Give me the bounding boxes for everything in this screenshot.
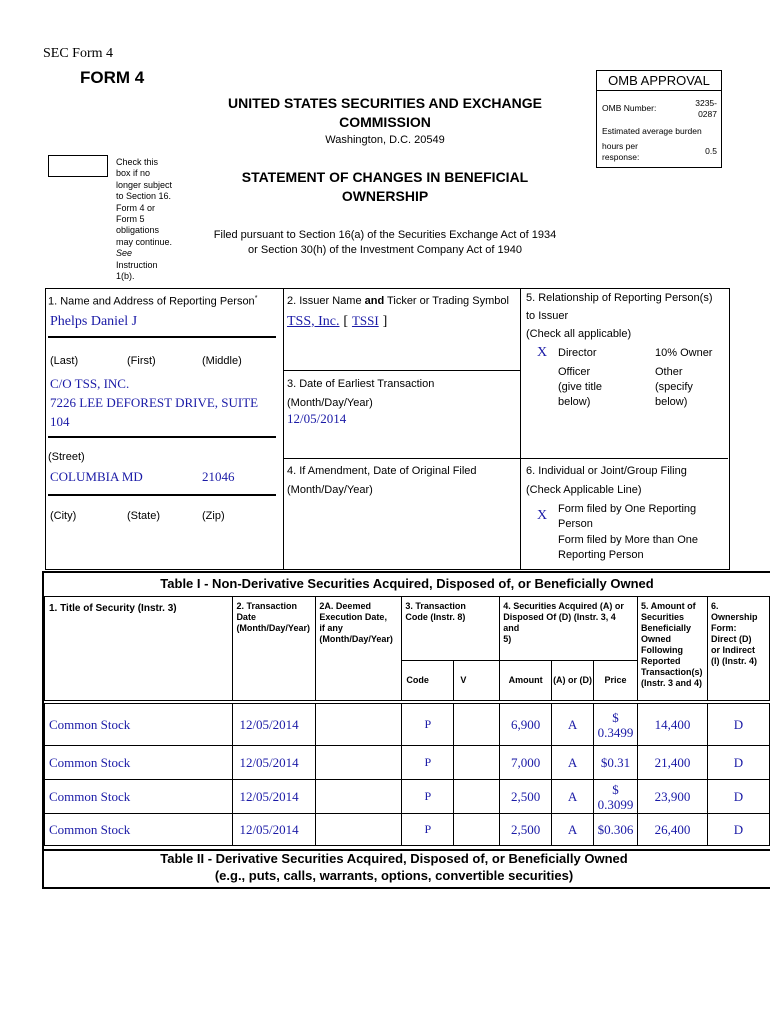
- col-date-header: 2. Transaction Date (Month/Day/Year): [233, 597, 316, 701]
- sub-ad: (A) or (D): [552, 661, 594, 701]
- sub-code: Code: [402, 661, 454, 701]
- more-person-label: Form filed by More than One Reporting Person: [558, 534, 699, 561]
- box1-label: 1. Name and Address of Reporting Person*: [48, 295, 258, 308]
- issuer-ticker: TSS, Inc. [ TSSI ]: [287, 313, 388, 329]
- reporting-person-name[interactable]: Phelps Daniel J: [50, 314, 138, 329]
- checkbox-note: Check this box if no longer subject to Section 16. Form 4 or Form 5 obligations may continue. See Instruction 1(b).: [116, 157, 173, 282]
- box5-check-all: (Check all applicable): [526, 328, 632, 340]
- filed-pursuant: Filed pursuant to Section 16(a) of the Securities Exchange Act of 1934 or Section 30(h) of the Investment Company Act of 1940: [213, 229, 557, 256]
- sec-form-label: SEC Form 4: [43, 46, 114, 61]
- omb-title: OMB APPROVAL: [597, 71, 721, 91]
- box5-label-2: to Issuer: [526, 310, 569, 322]
- box3-label: 3. Date of Earliest Transaction: [287, 378, 435, 390]
- table-row: Common Stock 12/05/2014 P 6,900 A $ 0.3499 14,400 D: [45, 704, 770, 746]
- box4-label: 4. If Amendment, Date of Original Filed: [287, 465, 477, 477]
- sub-v: V: [454, 661, 500, 701]
- box6-sub: (Check Applicable Line): [526, 484, 642, 496]
- box6-label: 6. Individual or Joint/Group Filing: [526, 465, 687, 477]
- table2-title: Table II - Derivative Securities Acquired, Disposed of, or Beneficially Owned (e.g., puts, calls, warrants, options, convertible securities): [160, 851, 628, 883]
- other-label: Other (specify below): [655, 366, 693, 408]
- table-row: Common Stock 12/05/2014 P 2,500 A $0.306 26,400 D: [45, 814, 770, 846]
- first-label: (First): [127, 355, 156, 367]
- statement-title: STATEMENT OF CHANGES IN BENEFICIAL OWNERSHIP: [241, 169, 529, 204]
- director-label: Director: [558, 347, 597, 359]
- one-person-check[interactable]: X: [537, 508, 548, 523]
- reporting-address: C/O TSS, INC. 7226 LEE DEFOREST DRIVE, SUITE 104: [50, 376, 259, 429]
- col-code-header: 3. Transaction Code (Instr. 8): [402, 597, 500, 661]
- box2-label: 2. Issuer Name and Ticker or Trading Symbol: [287, 295, 509, 307]
- state-label: (State): [127, 510, 161, 522]
- exit-checkbox[interactable]: [48, 155, 108, 177]
- box5-label: 5. Relationship of Reporting Person(s): [526, 292, 713, 304]
- agency-location: Washington, D.C. 20549: [325, 134, 445, 146]
- one-person-label: Form filed by One Reporting Person: [558, 503, 697, 530]
- middle-label: (Middle): [202, 355, 242, 367]
- zip-label: (Zip): [202, 510, 225, 522]
- last-label: (Last): [50, 355, 79, 367]
- col-form-header: 6. Ownership Form: Direct (D) or Indirect (I) (Instr. 4): [707, 597, 769, 701]
- box4-sub: (Month/Day/Year): [287, 484, 373, 496]
- agency-name: UNITED STATES SECURITIES AND EXCHANGE COMMISSION: [228, 95, 542, 130]
- sub-amount: Amount: [500, 661, 552, 701]
- ten-percent-label: 10% Owner: [655, 347, 713, 359]
- ticker-link[interactable]: TSSI: [351, 313, 379, 328]
- col-deemed-header: 2A. Deemed Execution Date, if any (Month/Day/Year): [316, 597, 402, 701]
- omb-approval-box: OMB APPROVAL OMB Number: 3235- 0287 Estimated average burden hours per response: 0.5: [596, 70, 722, 168]
- zip-value: 21046: [202, 469, 235, 484]
- col-owned-header: 5. Amount of Securities Beneficially Owned Following Reported Transaction(s) (Instr. 3 and 4): [637, 597, 707, 701]
- earliest-date: 12/05/2014: [287, 411, 347, 426]
- col-title-header: 1. Title of Security (Instr. 3): [45, 597, 233, 701]
- officer-label: Officer (give title below): [558, 366, 603, 408]
- sub-price: Price: [594, 661, 638, 701]
- table1: [44, 596, 770, 846]
- city-value: COLUMBIA MD: [50, 469, 143, 484]
- director-check[interactable]: X: [537, 345, 548, 360]
- city-label: (City): [50, 510, 77, 522]
- table1-title: Table I - Non-Derivative Securities Acquired, Disposed of, or Beneficially Owned: [160, 576, 654, 591]
- box3-sub: (Month/Day/Year): [287, 397, 373, 409]
- table-row: Common Stock 12/05/2014 P 7,000 A $0.31 21,400 D: [45, 746, 770, 780]
- form-title: FORM 4: [80, 68, 145, 87]
- col-securities-header: 4. Securities Acquired (A) or Disposed Of (D) (Instr. 3, 4 and 5): [500, 597, 638, 661]
- issuer-link[interactable]: TSS, Inc.: [287, 314, 340, 329]
- table-row: Common Stock 12/05/2014 P 2,500 A $ 0.3099 23,900 D: [45, 780, 770, 814]
- street-label: (Street): [48, 451, 85, 463]
